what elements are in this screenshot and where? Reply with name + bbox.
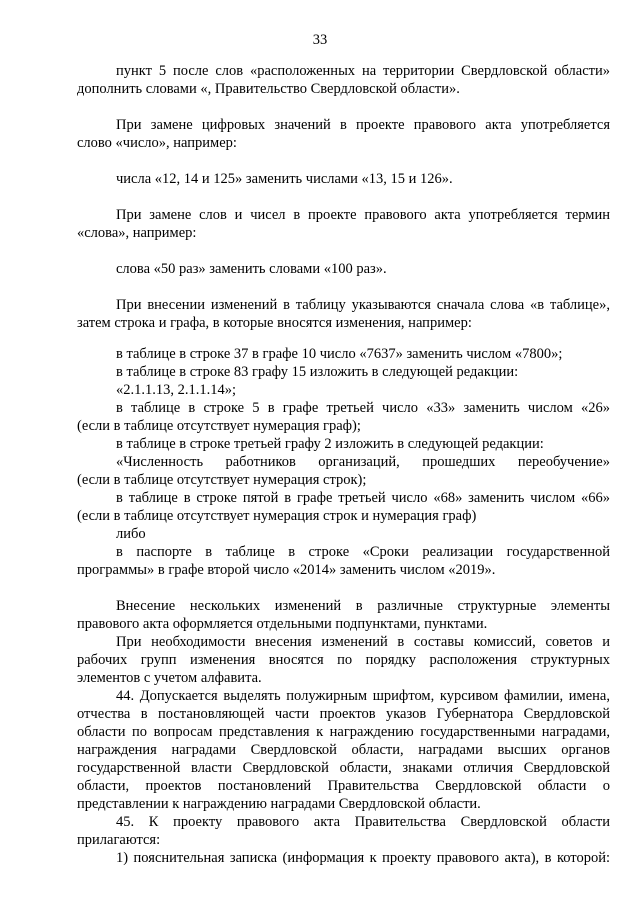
- text-line: При необходимости внесения изменений в составы комиссий, советов и: [116, 634, 610, 650]
- text-line: числа «12, 14 и 125» заменить числами «13, 15 и 126».: [116, 171, 453, 187]
- text-line: слово «число», например:: [77, 135, 237, 151]
- text-line: «Численность работников организаций, прошедших переобучение»: [116, 454, 610, 470]
- text-line: рабочих групп изменения вносятся по порядку расположения структурных: [77, 652, 610, 668]
- text-line: При замене цифровых значений в проекте правового акта употребляется: [116, 117, 610, 133]
- text-line: представлении к награждению наградами Свердловской области.: [77, 796, 481, 812]
- text-line: программы» в графе второй число «2014» заменить числом «2019».: [77, 562, 496, 578]
- text-line: При замене слов и чисел в проекте правового акта употребляется термин: [116, 207, 610, 223]
- text-line: области по вопросам представления к награждению государственными наградами,: [77, 724, 610, 740]
- text-line: в таблице в строке 5 в графе третьей число «33» заменить числом «26»: [116, 400, 610, 416]
- text-line: в таблице в строке 83 графу 15 изложить в следующей редакции:: [116, 364, 519, 380]
- text-line: в таблице в строке 37 в графе 10 число «7637» заменить числом «7800»;: [116, 346, 563, 362]
- text-line: отчества в постановляющей части проектов указов Губернатора Свердловской: [77, 706, 610, 722]
- text-line: 45. К проекту правового акта Правительства Свердловской области: [116, 814, 610, 830]
- text-line: либо: [116, 526, 146, 542]
- text-line: в паспорте в таблице в строке «Сроки реализации государственной: [116, 544, 610, 560]
- text-line: в таблице в строке третьей графу 2 изложить в следующей редакции:: [116, 436, 544, 452]
- text-line: государственной власти Свердловской области, знаками отличия Свердловской: [77, 760, 610, 776]
- text-line: (если в таблице отсутствует нумерация строк и нумерация граф): [77, 508, 477, 524]
- page-number: 33: [312, 32, 328, 48]
- text-line: области, проектов постановлений Правительства Свердловской области о: [77, 778, 610, 794]
- text-line: прилагаются:: [77, 832, 161, 848]
- text-line: награждения наградами Свердловской области, наградами высших органов: [77, 742, 610, 758]
- text-line: «2.1.1.13, 2.1.1.14»;: [116, 382, 237, 398]
- text-line: При внесении изменений в таблицу указываются сначала слова «в таблице»,: [116, 297, 610, 313]
- text-line: «слова», например:: [77, 225, 197, 241]
- text-line: в таблице в строке пятой в графе третьей число «68» заменить числом «66»: [116, 490, 610, 506]
- text-line: правового акта оформляется отдельными подпунктами, пунктами.: [77, 616, 488, 632]
- text-line: слова «50 раз» заменить словами «100 раз».: [116, 261, 387, 277]
- text-line: (если в таблице отсутствует нумерация граф);: [77, 418, 361, 434]
- text-line: дополнить словами «, Правительство Свердловской области».: [77, 81, 460, 97]
- text-line: Внесение нескольких изменений в различные структурные элементы: [116, 598, 610, 614]
- text-line: пункт 5 после слов «расположенных на территории Свердловской области»: [116, 63, 610, 79]
- text-line: элементов с учетом алфавита.: [77, 670, 262, 686]
- text-line: 44. Допускается выделять полужирным шрифтом, курсивом фамилии, имена,: [116, 688, 610, 704]
- text-line: затем строка и графа, в которые вносятся изменения, например:: [77, 315, 472, 331]
- text-line: (если в таблице отсутствует нумерация строк);: [77, 472, 367, 488]
- text-line: 1) пояснительная записка (информация к проекту правового акта), в которой:: [116, 850, 610, 866]
